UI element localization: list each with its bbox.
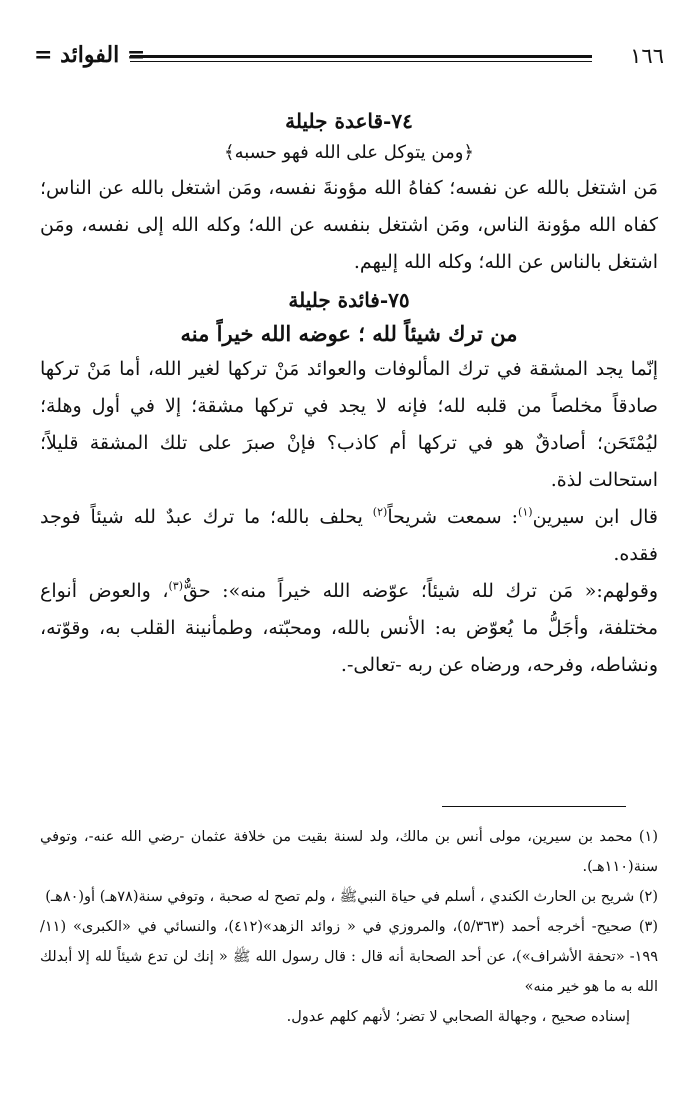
- book-title-text: الفوائد: [60, 42, 120, 68]
- main-text: [40, 104, 658, 684]
- para2-part-c: يحلف بالله؛ ما ترك عبدٌ لله شيئاً فوجد فقده.: [40, 506, 658, 565]
- footnote-ref-2: (٢): [372, 505, 388, 519]
- para2-part-a: قال ابن سيرين: [532, 506, 659, 528]
- para3-part-a: وقولهم:« مَن ترك لله شيئاً؛ عوّضه الله خيراً منه»: حقٌّ: [183, 580, 659, 602]
- running-header: [34, 40, 664, 80]
- footnote-2: (٢) شريح بن الحارث الكندي ، أسلم في حياة النبيﷺ ، ولم تصح له صحبة ، وتوفي سنة(٧٨هـ) أو(٨٠هـ): [45, 889, 658, 905]
- section-74-title: ٧٤-قاعدة جليلة: [285, 109, 413, 133]
- footnote-ref-1: (١): [518, 505, 533, 519]
- quran-verse: ﴿ومن يتوكل على الله فهو حسبه﴾: [224, 142, 474, 163]
- footnote-1: (١) محمد بن سيرين، مولى أنس بن مالك، ولد لسنة بقيت من خلافة عثمان -رضي الله عنه-، وتوفي سنة(١١٠هـ).: [40, 829, 658, 875]
- page-number: ١٦٦: [630, 44, 664, 68]
- footnote-3: (٣) صحيح- أخرجه أحمد (٥/٣٦٣)، والمروزي في « زوائد الزهد»(٤١٢)، والنسائي في «الكبرى» (١١/ ١٩٩- «تحفة الأشراف»)، عن أحد الصحابة أنه قال : قال رسول الله ﷺ « إنك لن تدع شيئاً لله إلا أبدلك الله به ما هو خير منه»: [40, 919, 658, 995]
- footnote-3-grading: إسناده صحيح ، وجهالة الصحابي لا تضر؛ لأنهم كلهم عدول.: [286, 1009, 630, 1025]
- section-75-paragraph-2: [40, 499, 658, 573]
- section-75-title: ٧٥-فائدة جليلة: [288, 288, 410, 312]
- footnotes: [40, 822, 658, 1032]
- section-75-subtitle: من ترك شيئاً لله ؛ عوضه الله خيراً منه: [180, 321, 518, 346]
- footnote-separator: [442, 806, 626, 807]
- book-title: = الفوائد =: [34, 42, 146, 68]
- para2-part-b: : سمعت شريحاً: [387, 506, 519, 528]
- para3-part-b: ، والعوض أنواع مختلفة، وأجَلُّ ما يُعوّض به: الأنس بالله، ومحبّته، وطمأنينة القلب به، وقوّته، ونشاطه، وفرحه، ورضاه عن ربه -تعالى-.: [40, 580, 658, 676]
- section-74-text: مَن اشتغل بالله عن نفسه؛ كفاهُ الله مؤونةَ نفسه، ومَن اشتغل بالله عن الناس؛ كفاه الله مؤونة الناس، ومَن اشتغل بنفسه عن الله؛ وكله الله إلى نفسه، ومَن اشتغل بالناس عن الله؛ وكله الله إليهم.: [40, 177, 658, 273]
- section-75-paragraph-3: [40, 573, 658, 684]
- section-75-paragraph-1: إنّما يجد المشقة في ترك المألوفات والعوائد مَنْ تركها لغير الله، أما مَنْ تركها صادقاً مخلصاً من قلبه لله؛ فإنه لا يجد في تركها مشقة؛ إلا في أول وهلة؛ ليُمْتَحَن؛ أصادقٌ هو في تركها أم كاذب؟ فإنْ صبرَ على تلك المشقة قليلاً؛ استحالت لذة.: [40, 358, 658, 491]
- footnote-ref-3: (٣): [168, 579, 183, 593]
- header-rule: [130, 55, 592, 63]
